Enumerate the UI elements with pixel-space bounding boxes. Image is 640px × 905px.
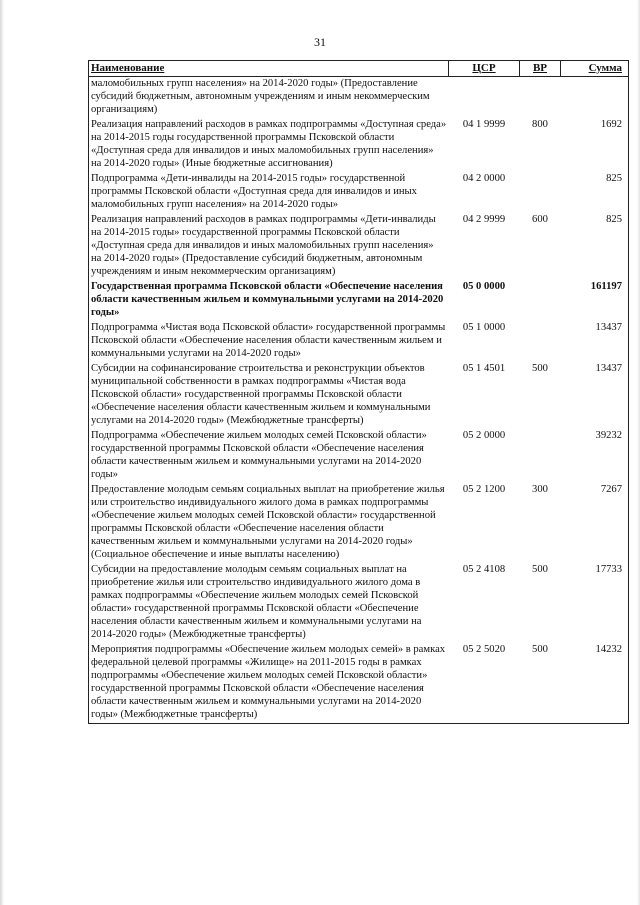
table-row xyxy=(89,172,629,213)
row-csr-cell: 05 2 0000 xyxy=(462,430,506,441)
row-sum-cell: 825 xyxy=(561,172,629,213)
row-name-cell: Субсидии на софинансирование строительства и реконструкции объектов муниципальной собственности в рамках подпрограммы «Чистая вода Псковской области» государственной программы Псковской области «Обеспечение населения области качественным жильем и коммунальными услугами на 2014-2020 годы» (Межбюджетные трансферты) xyxy=(89,362,449,429)
table-header-row xyxy=(89,61,629,77)
row-sum-cell: 1692 xyxy=(561,118,629,172)
row-sum-cell: 14232 xyxy=(561,643,629,724)
row-vr-cell xyxy=(520,429,561,483)
row-csr-cell: 05 1 0000 xyxy=(462,322,506,333)
page-number: 31 xyxy=(314,35,326,49)
row-name-cell: Государственная программа Псковской области «Обеспечение населения области качественным жильем и коммунальными услугами на 2014-2020 годы» xyxy=(89,280,449,321)
row-vr-cell xyxy=(520,280,561,321)
row-vr-cell xyxy=(520,321,561,362)
row-name-cell: Подпрограмма «Чистая вода Псковской области» государственной программы Псковской области «Обеспечение населения области качественным жильем и коммунальными услугами на 2014-2020 годы» xyxy=(89,321,449,362)
row-sum-cell: 17733 xyxy=(561,563,629,643)
table-row xyxy=(89,362,629,429)
table-row xyxy=(89,213,629,280)
row-sum-cell: 39232 xyxy=(561,429,629,483)
row-csr-cell xyxy=(449,77,520,119)
table-row xyxy=(89,643,629,724)
table-row xyxy=(89,429,629,483)
row-vr-cell xyxy=(520,172,561,213)
row-csr-cell: 05 0 0000 xyxy=(462,281,506,292)
header-sum: Сумма xyxy=(561,61,629,77)
row-csr-cell: 04 1 9999 xyxy=(462,119,506,130)
row-sum-cell: 13437 xyxy=(561,321,629,362)
scan-edge-left xyxy=(0,0,4,905)
row-vr-cell xyxy=(520,77,561,119)
row-sum-cell: 161197 xyxy=(561,280,629,321)
row-name-cell: маломобильных групп населения» на 2014-2020 годы» (Предоставление субсидий бюджетным, автономным учреждениям и иным некоммерческим организациям) xyxy=(89,77,449,119)
table-row xyxy=(89,77,629,119)
table-row xyxy=(89,483,629,563)
row-sum-cell xyxy=(561,77,629,119)
row-vr-cell: 800 xyxy=(532,119,548,130)
table-row xyxy=(89,118,629,172)
row-name-cell: Подпрограмма «Дети-инвалиды на 2014-2015 годы» государственной программы Псковской области «Доступная среда для инвалидов и иных маломобильных групп населения» на 2014-2020 годы» xyxy=(89,172,449,213)
row-sum-cell: 7267 xyxy=(561,483,629,563)
row-sum-cell: 825 xyxy=(561,213,629,280)
row-sum-cell: 13437 xyxy=(561,362,629,429)
row-vr-cell: 500 xyxy=(520,643,561,724)
table-row xyxy=(89,321,629,362)
row-name-cell: Субсидии на предоставление молодым семьям социальных выплат на приобретение жилья или строительство индивидуального жилого дома в рамках подпрограммы «Обеспечение жильем молодых семей Псковской области» государственной программы Псковской области «Обеспечение населения области качественным жильем и коммунальными услугами на 2014-2020 годы» (Межбюджетные трансферты) xyxy=(89,563,449,643)
row-csr-cell: 05 2 4108 xyxy=(462,564,506,575)
row-csr-cell: 05 2 5020 xyxy=(449,643,520,724)
table-row xyxy=(89,280,629,321)
row-name-cell: Реализация направлений расходов в рамках подпрограммы «Доступная среда» на 2014-2015 годы государственной программы Псковской области «Доступная среда для инвалидов и иных маломобильных групп населения» на 2014-2020 годы» (Иные бюджетные ассигнования) xyxy=(89,118,449,172)
row-name-cell: Подпрограмма «Обеспечение жильем молодых семей Псковской области» государственной программы Псковской области «Обеспечение населения области качественным жильем и коммунальными услугами на 2014-2020 годы» xyxy=(89,429,449,483)
row-vr-cell: 500 xyxy=(532,363,548,374)
row-csr-cell: 05 1 4501 xyxy=(462,363,506,374)
budget-table xyxy=(88,60,629,724)
row-vr-cell: 300 xyxy=(532,484,548,495)
table-body xyxy=(89,77,629,724)
table-row xyxy=(89,563,629,643)
header-csr: ЦСР xyxy=(449,61,520,77)
row-csr-cell: 05 2 1200 xyxy=(462,484,506,495)
row-name-cell: Предоставление молодым семьям социальных выплат на приобретение жилья или строительство индивидуального жилого дома в рамках подпрограммы «Обеспечение жильем молодых семей Псковской области» государственной программы Псковской области «Обеспечение населения области качественным жильем и коммунальными услугами на 2014-2020 годы» (Социальное обеспечение и иные выплаты населению) xyxy=(89,483,449,563)
row-vr-cell: 500 xyxy=(532,564,548,575)
row-name-cell: Реализация направлений расходов в рамках подпрограммы «Дети-инвалиды на 2014-2015 годы» государственной программы Псковской области «Доступная среда для инвалидов и иных маломобильных групп населения» на 2014-2020 годы» (Предоставление субсидий бюджетным, автономным учреждениям и иным некоммерческим организациям) xyxy=(89,213,449,280)
row-vr-cell: 600 xyxy=(532,214,548,225)
header-vr: ВР xyxy=(520,61,561,77)
row-csr-cell: 04 2 0000 xyxy=(462,173,506,184)
row-csr-cell: 04 2 9999 xyxy=(462,214,506,225)
row-name-cell: Мероприятия подпрограммы «Обеспечение жильем молодых семей» в рамках федеральной целевой программы «Жилище» на 2011-2015 годы в рамках подпрограммы «Обеспечение жильем молодых семей Псковской области» государственной программы Псковской области «Обеспечение населения области качественным жильем и коммунальными услугами на 2014-2020 годы» (Межбюджетные трансферты) xyxy=(89,643,449,724)
header-name: Наименование xyxy=(89,61,449,77)
